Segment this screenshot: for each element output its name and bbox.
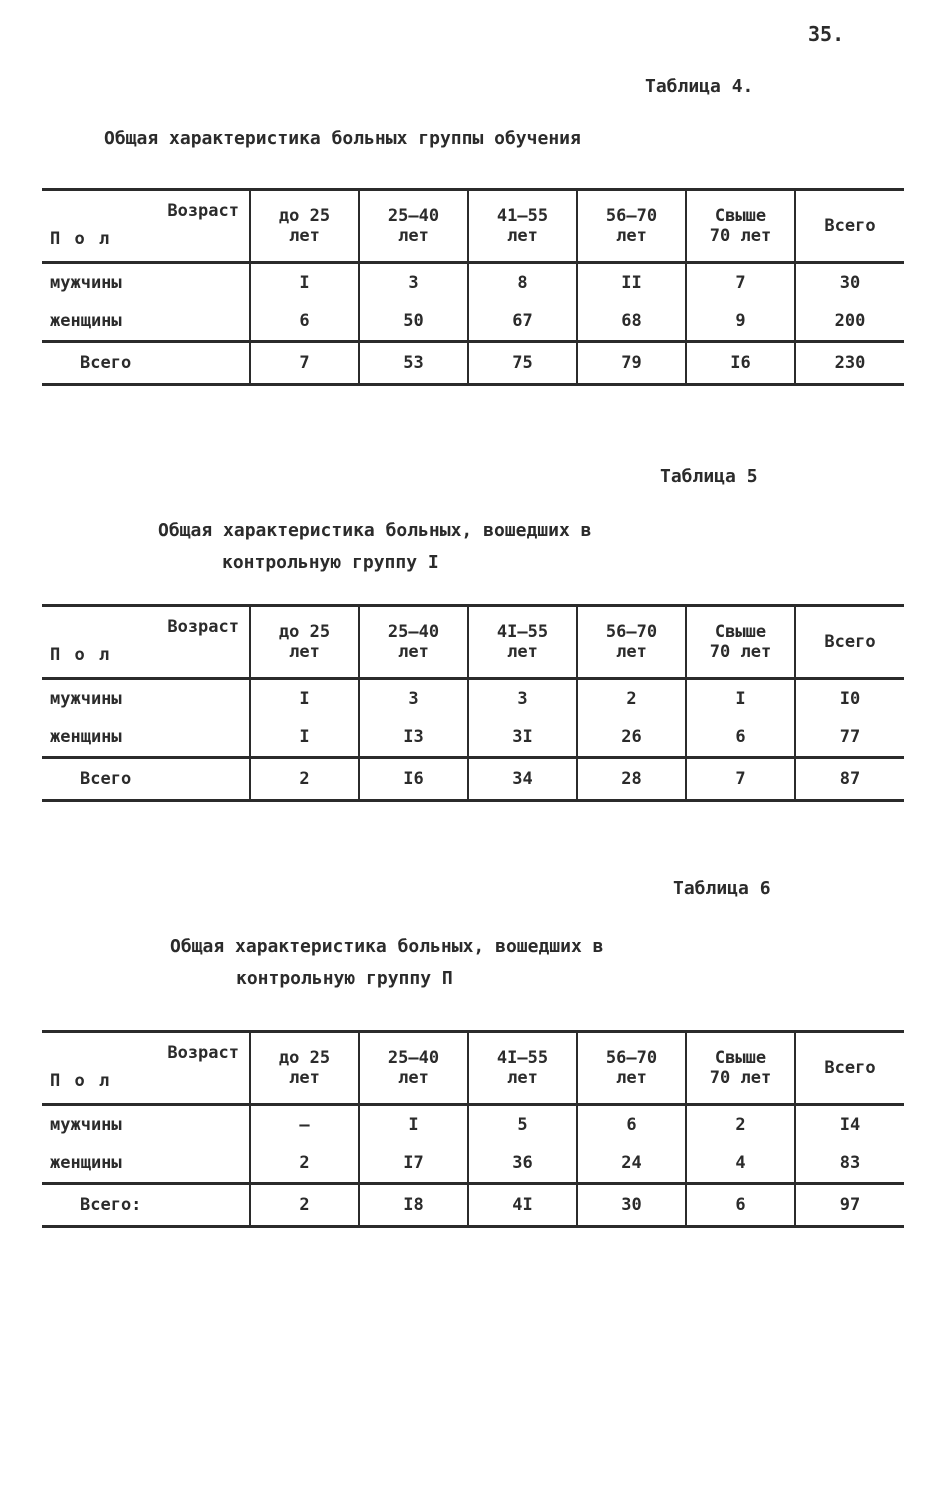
column-header: 4I–55 лет — [468, 1032, 577, 1105]
table-row — [42, 263, 904, 303]
corner-header — [42, 190, 250, 263]
data-table — [42, 188, 904, 386]
cell: I4 — [795, 1105, 904, 1145]
sex-header: П о л — [50, 229, 112, 249]
cell: 83 — [795, 1144, 904, 1184]
cell: 4 — [686, 1144, 795, 1184]
column-header: Свыше 70 лет — [686, 606, 795, 679]
row-label: мужчины — [50, 1115, 122, 1135]
column-header: 41–55 лет — [468, 190, 577, 263]
table-caption: Таблица 5 — [660, 466, 758, 487]
cell: 50 — [359, 302, 468, 342]
table-block — [42, 188, 904, 386]
row-label: женщины — [50, 1153, 122, 1173]
cell: 7 — [250, 342, 359, 385]
cell: 3 — [359, 263, 468, 303]
sex-header: П о л — [50, 1071, 112, 1091]
column-header: Всего — [795, 606, 904, 679]
cell: 6 — [686, 1184, 795, 1227]
total-row — [42, 342, 904, 385]
table-block — [42, 1030, 904, 1228]
cell: I — [250, 679, 359, 719]
row-label: мужчины — [50, 689, 122, 709]
corner-header — [42, 606, 250, 679]
cell: II — [577, 263, 686, 303]
cell: I — [686, 679, 795, 719]
cell: 24 — [577, 1144, 686, 1184]
cell: I6 — [686, 342, 795, 385]
data-table — [42, 1030, 904, 1228]
cell: 79 — [577, 342, 686, 385]
column-header: 25–40 лет — [359, 1032, 468, 1105]
table-row — [42, 718, 904, 758]
cell: 2 — [686, 1105, 795, 1145]
cell: 28 — [577, 758, 686, 801]
page-number: 35. — [808, 22, 845, 46]
column-header: 56–70 лет — [577, 190, 686, 263]
cell: – — [250, 1105, 359, 1145]
table-row — [42, 1144, 904, 1184]
cell: 36 — [468, 1144, 577, 1184]
column-header: Всего — [795, 1032, 904, 1105]
cell: 26 — [577, 718, 686, 758]
column-header: 4I–55 лет — [468, 606, 577, 679]
total-label: Всего: — [42, 1184, 250, 1227]
row-label: мужчины — [50, 273, 122, 293]
cell: 4I — [468, 1184, 577, 1227]
cell: 87 — [795, 758, 904, 801]
cell: 53 — [359, 342, 468, 385]
row-label: женщины — [50, 727, 122, 747]
cell: 5 — [468, 1105, 577, 1145]
cell: 30 — [577, 1184, 686, 1227]
cell: 3 — [468, 679, 577, 719]
cell: 34 — [468, 758, 577, 801]
age-header: Возраст — [167, 201, 239, 221]
corner-header — [42, 1032, 250, 1105]
cell: 3 — [359, 679, 468, 719]
total-row — [42, 758, 904, 801]
cell: 2 — [250, 1144, 359, 1184]
column-header: 56–70 лет — [577, 606, 686, 679]
cell: 3I — [468, 718, 577, 758]
column-header: 56–70 лет — [577, 1032, 686, 1105]
cell: I0 — [795, 679, 904, 719]
total-label: Всего — [42, 758, 250, 801]
column-header: 25–40 лет — [359, 606, 468, 679]
column-header: Всего — [795, 190, 904, 263]
cell: 7 — [686, 263, 795, 303]
sex-header: П о л — [50, 645, 112, 665]
cell: I — [250, 263, 359, 303]
cell: 67 — [468, 302, 577, 342]
table-caption: Таблица 4. — [645, 76, 754, 97]
cell: 8 — [468, 263, 577, 303]
cell: 77 — [795, 718, 904, 758]
cell: I6 — [359, 758, 468, 801]
cell: 75 — [468, 342, 577, 385]
column-header: Свыше 70 лет — [686, 190, 795, 263]
age-header: Возраст — [167, 617, 239, 637]
cell: I — [250, 718, 359, 758]
cell: 68 — [577, 302, 686, 342]
cell: 6 — [250, 302, 359, 342]
cell: 200 — [795, 302, 904, 342]
total-label: Всего — [42, 342, 250, 385]
table-row — [42, 679, 904, 719]
column-header: Свыше 70 лет — [686, 1032, 795, 1105]
cell: 230 — [795, 342, 904, 385]
cell: I — [359, 1105, 468, 1145]
column-header: до 25 лет — [250, 1032, 359, 1105]
cell: 7 — [686, 758, 795, 801]
table-heading: контрольную группу I — [222, 552, 439, 573]
table-caption: Таблица 6 — [673, 878, 771, 899]
cell: 2 — [577, 679, 686, 719]
table-heading: контрольную группу П — [236, 968, 453, 989]
table-heading: Общая характеристика больных, вошедших в — [158, 520, 592, 541]
cell: I3 — [359, 718, 468, 758]
table-heading: Общая характеристика больных группы обучения — [104, 128, 581, 149]
cell: 2 — [250, 758, 359, 801]
cell: 6 — [577, 1105, 686, 1145]
column-header: до 25 лет — [250, 606, 359, 679]
table-block — [42, 604, 904, 802]
cell: 6 — [686, 718, 795, 758]
cell: 9 — [686, 302, 795, 342]
data-table — [42, 604, 904, 802]
age-header: Возраст — [167, 1043, 239, 1063]
cell: I7 — [359, 1144, 468, 1184]
cell: 30 — [795, 263, 904, 303]
table-row — [42, 302, 904, 342]
total-row — [42, 1184, 904, 1227]
column-header: 25–40 лет — [359, 190, 468, 263]
column-header: до 25 лет — [250, 190, 359, 263]
cell: 97 — [795, 1184, 904, 1227]
table-heading: Общая характеристика больных, вошедших в — [170, 936, 604, 957]
table-row — [42, 1105, 904, 1145]
cell: 2 — [250, 1184, 359, 1227]
row-label: женщины — [50, 311, 122, 331]
cell: I8 — [359, 1184, 468, 1227]
